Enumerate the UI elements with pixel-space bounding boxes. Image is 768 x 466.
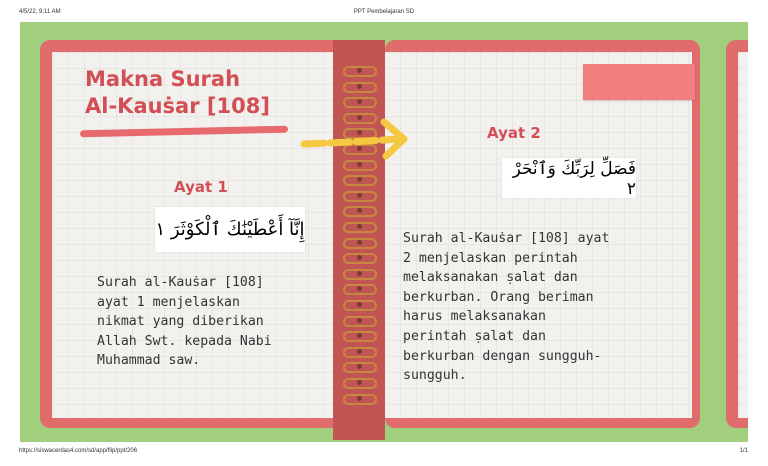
- ayat1-text-line: Allah Swt. kepada Nabi: [97, 333, 272, 349]
- ayat2-text-line: berkurban dengan sungguh-: [403, 348, 602, 364]
- binding-ring: [338, 269, 382, 279]
- binding-ring: [338, 222, 382, 232]
- binding-ring: [338, 206, 382, 216]
- ayat2-text-line: sungguh.: [403, 368, 467, 384]
- ayat1-text: [97, 273, 272, 371]
- binding-ring: [338, 191, 382, 201]
- heading-line-2: Al-Kauṡar [108]: [85, 94, 270, 118]
- ayat1-text-line: nikmat yang diberikan: [97, 314, 264, 330]
- print-page-number: 1/1: [739, 448, 748, 454]
- binding-ring: [338, 82, 382, 92]
- binding-ring: [338, 253, 382, 263]
- binding-ring: [338, 66, 382, 76]
- print-url: https://siswacerdas4.com/sd/app/flip/ppt/206: [19, 448, 138, 454]
- ayat1-label: Ayat 1: [174, 178, 228, 196]
- ayat2-text-line: Surah al-Kauṡar [108] ayat: [403, 231, 610, 246]
- print-title: PPT Pembelajaran SD: [353, 9, 415, 15]
- ayat2-text-line: harus melaksanakan: [403, 309, 546, 325]
- slide-heading: [85, 66, 270, 120]
- ayat2-text-line: 2 menjelaskan perintah: [403, 250, 578, 266]
- binding-ring: [338, 331, 382, 341]
- ayat2-text: [403, 229, 609, 386]
- next-slide-page: [738, 52, 748, 418]
- browser-print-footer: [0, 446, 768, 466]
- print-datetime: 4/5/22, 9:11 AM: [19, 9, 61, 15]
- binding-ring: [338, 97, 382, 107]
- binding-ring: [338, 238, 382, 248]
- ayat2-text-line: melaksanakan ṣalat dan: [403, 270, 578, 286]
- binding-ring: [338, 300, 382, 310]
- binding-ring: [338, 347, 382, 357]
- browser-print-header: [0, 0, 768, 16]
- ayat1-arabic: إِنَّآ أَعْطَيْنَٰكَ ٱلْكَوْثَرَ ١: [155, 207, 305, 252]
- binding-ring: [338, 175, 382, 185]
- binding-ring: [338, 284, 382, 294]
- ayat1-text-line: ayat 1 menjelaskan: [97, 294, 240, 310]
- arrow-right-icon: [300, 114, 410, 164]
- ayat2-label: Ayat 2: [487, 124, 541, 142]
- ayat2-arabic: فَصَلِّ لِرَبِّكَ وَٱنْحَرْ ٢: [502, 158, 636, 198]
- binding-ring: [338, 316, 382, 326]
- binding-ring: [338, 378, 382, 388]
- ayat1-text-line: Muhammad saw.: [97, 353, 201, 369]
- sticky-note: [583, 64, 695, 100]
- binding-ring: [338, 362, 382, 372]
- heading-line-1: Makna Surah: [85, 67, 241, 91]
- binding-ring: [338, 394, 382, 404]
- ayat1-text-line: Surah al-Kauṡar [108]: [97, 275, 264, 290]
- ayat2-text-line: berkurban. Orang beriman: [403, 289, 594, 305]
- ayat2-text-line: perintah ṣalat dan: [403, 328, 546, 344]
